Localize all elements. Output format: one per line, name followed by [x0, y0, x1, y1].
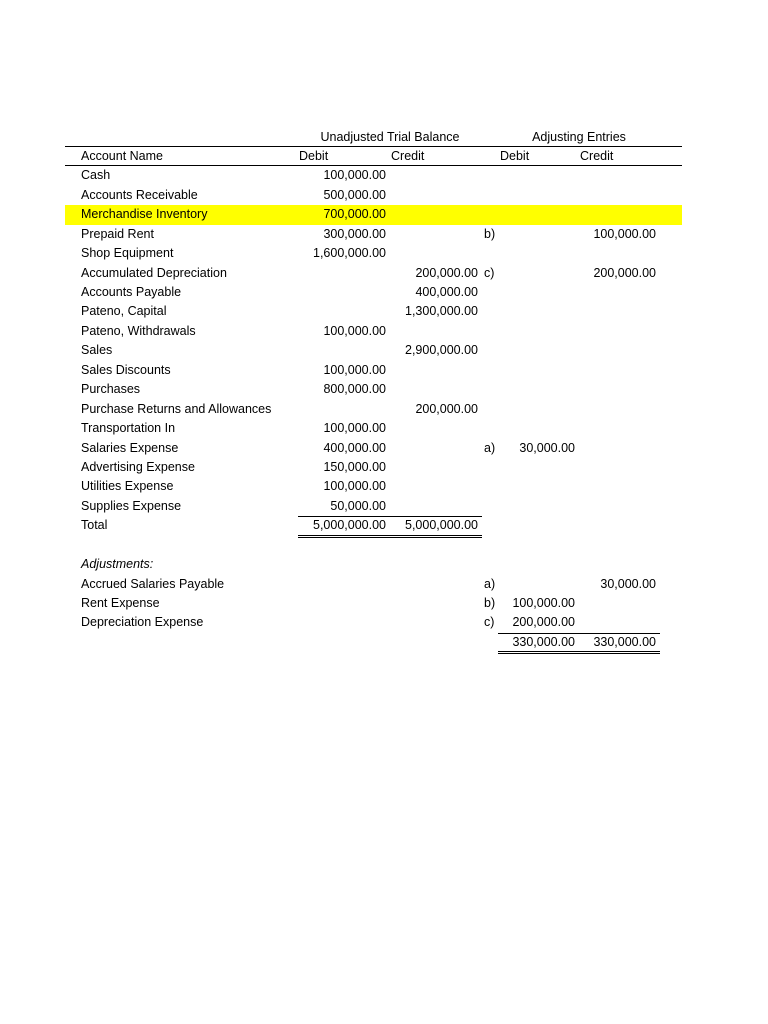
- account-name: Prepaid Rent: [81, 226, 154, 241]
- tb-debit-amount: [298, 283, 390, 302]
- adj-credit-amount: [578, 497, 660, 516]
- tb-credit-total: 5,000,000.00: [390, 516, 482, 535]
- tb-debit-amount: 100,000.00: [323, 168, 386, 183]
- account-name: Advertising Expense: [81, 459, 195, 474]
- tb-credit-amount: [390, 166, 482, 185]
- tb-credit-amount: [390, 244, 482, 263]
- account-name: Salaries Expense: [81, 440, 179, 455]
- account-name: Utilities Expense: [81, 479, 174, 494]
- adjustments-heading: Adjustments:: [81, 557, 154, 572]
- adjustments-heading-row: [65, 555, 682, 574]
- tb-credit-amount: 200,000.00: [415, 401, 478, 416]
- adj-credit-header: Credit: [580, 148, 614, 163]
- trial-balance-worksheet: [65, 128, 682, 653]
- adjustment-ref: [482, 244, 498, 263]
- adj-debit-amount: [498, 477, 578, 496]
- tb-credit-amount: [390, 361, 482, 380]
- adjustment-totals-row: [65, 633, 682, 652]
- adj-credit-amount: [578, 458, 660, 477]
- adj-debit-amount: [498, 361, 578, 380]
- account-row: [65, 244, 682, 263]
- adj-debit-amount: 200,000.00: [512, 615, 575, 630]
- column-header-row: [65, 147, 682, 166]
- account-name: Merchandise Inventory: [81, 207, 208, 222]
- account-name: Pateno, Capital: [81, 304, 167, 319]
- adjustment-ref: [482, 477, 498, 496]
- adj-credit-amount: [578, 380, 660, 399]
- account-row: [65, 439, 682, 458]
- tb-credit-amount: [390, 419, 482, 438]
- adj-debit-amount: [498, 283, 578, 302]
- tb-debit-amount: 500,000.00: [323, 187, 386, 202]
- adj-debit-amount: [498, 575, 578, 594]
- tb-credit-amount: [390, 497, 482, 516]
- adj-credit-amount: [578, 283, 660, 302]
- totals-label: Total: [81, 518, 108, 533]
- tb-debit-amount: 1,600,000.00: [313, 246, 386, 261]
- tb-debit-amount: [298, 302, 390, 321]
- tb-debit-amount: [298, 264, 390, 283]
- adjustment-ref: [482, 166, 498, 185]
- adjustment-ref: [482, 419, 498, 438]
- adjustment-ref: [482, 302, 498, 321]
- adj-debit-amount: [498, 419, 578, 438]
- tb-credit-amount: 200,000.00: [415, 265, 478, 280]
- tb-credit-amount: [390, 205, 482, 224]
- adj-debit-amount: [498, 166, 578, 185]
- adj-debit-amount: 100,000.00: [512, 596, 575, 610]
- adj-credit-amount: 100,000.00: [593, 226, 656, 241]
- tb-credit-amount: [390, 458, 482, 477]
- tb-credit-amount: [390, 186, 482, 205]
- adj-credit-amount: 30,000.00: [600, 576, 656, 591]
- adjustment-ref: c): [484, 265, 495, 280]
- tb-credit-amount: 1,300,000.00: [405, 304, 478, 319]
- adj-debit-amount: [498, 380, 578, 399]
- adj-credit-amount: [578, 341, 660, 360]
- adj-debit-amount: 30,000.00: [519, 440, 575, 455]
- account-name: Rent Expense: [81, 596, 160, 610]
- adj-credit-amount: [578, 302, 660, 321]
- account-name: Pateno, Withdrawals: [81, 323, 196, 338]
- adj-debit-amount: [498, 225, 578, 244]
- adjustment-ref: a): [484, 440, 496, 455]
- account-name: Purchases: [81, 382, 141, 397]
- adjustment-ref: a): [484, 576, 496, 591]
- account-name: Sales: [81, 343, 113, 358]
- adj-debit-amount: [498, 186, 578, 205]
- account-row: [65, 322, 682, 341]
- account-row: [65, 166, 682, 185]
- adj-debit-amount: [498, 205, 578, 224]
- account-name: Accumulated Depreciation: [81, 265, 227, 280]
- account-row: [65, 302, 682, 321]
- account-row: [65, 419, 682, 438]
- adj-credit-total: 330,000.00: [578, 633, 660, 652]
- tb-debit-amount: 400,000.00: [323, 440, 386, 455]
- column-group-header-row: [65, 128, 682, 147]
- account-name: Purchase Returns and Allowances: [81, 401, 272, 416]
- account-row: [65, 186, 682, 205]
- account-row: [65, 341, 682, 360]
- account-row: [65, 458, 682, 477]
- adj-credit-amount: [578, 419, 660, 438]
- adjustment-ref: [482, 341, 498, 360]
- adjustment-ref: b): [484, 226, 496, 241]
- adj-debit-amount: [498, 244, 578, 263]
- adjustment-ref: [482, 322, 498, 341]
- tb-debit-amount: [298, 341, 390, 360]
- account-row: [65, 380, 682, 399]
- adj-credit-amount: [578, 244, 660, 263]
- adjustment-ref: [482, 458, 498, 477]
- account-name: Depreciation Expense: [81, 615, 204, 630]
- adj-credit-amount: [578, 613, 660, 632]
- tb-credit-amount: 2,900,000.00: [405, 343, 478, 358]
- adjustment-ref: [482, 283, 498, 302]
- account-name: Cash: [81, 168, 111, 183]
- tb-debit-amount: 100,000.00: [323, 323, 386, 338]
- account-name: Accounts Payable: [81, 285, 182, 299]
- adj-debit-amount: [498, 302, 578, 321]
- account-name: Shop Equipment: [81, 246, 174, 261]
- tb-debit-amount: [298, 400, 390, 419]
- account-row: [65, 477, 682, 496]
- account-row: [65, 264, 682, 283]
- unadjusted-trial-balance-heading: Unadjusted Trial Balance: [320, 129, 460, 144]
- tb-credit-header: Credit: [391, 148, 425, 163]
- tb-debit-amount: 800,000.00: [323, 382, 386, 397]
- tb-debit-total: 5,000,000.00: [298, 516, 390, 535]
- tb-debit-amount: 100,000.00: [323, 479, 386, 494]
- adj-credit-amount: [578, 322, 660, 341]
- adj-credit-amount: [578, 205, 660, 224]
- adj-debit-amount: [498, 264, 578, 283]
- tb-credit-amount: [390, 380, 482, 399]
- tb-debit-amount: 700,000.00: [323, 207, 386, 222]
- adj-credit-amount: [578, 186, 660, 205]
- adjustment-row: [65, 613, 682, 632]
- tb-credit-amount: [390, 439, 482, 458]
- adj-credit-amount: [578, 594, 660, 613]
- adj-credit-amount: [578, 400, 660, 419]
- adj-debit-amount: [498, 497, 578, 516]
- adj-debit-amount: [498, 400, 578, 419]
- adjustment-ref: [482, 186, 498, 205]
- account-name: Accounts Receivable: [81, 187, 198, 202]
- account-row: [65, 361, 682, 380]
- adj-credit-amount: [578, 477, 660, 496]
- account-row: [65, 225, 682, 244]
- adjustment-ref: b): [484, 596, 496, 610]
- account-name-header: Account Name: [81, 148, 163, 163]
- adjustment-row: [65, 594, 682, 613]
- tb-debit-header: Debit: [299, 148, 329, 163]
- adj-credit-amount: [578, 361, 660, 380]
- account-name: Accrued Salaries Payable: [81, 576, 225, 591]
- adjustment-ref: [482, 400, 498, 419]
- adj-credit-amount: [578, 166, 660, 185]
- adj-debit-total: 330,000.00: [498, 633, 578, 652]
- adj-debit-amount: [498, 341, 578, 360]
- adjustment-ref: c): [484, 615, 495, 630]
- adjustment-ref: [482, 205, 498, 224]
- adjustment-ref: [482, 361, 498, 380]
- tb-credit-amount: [390, 477, 482, 496]
- adjustment-ref: [482, 497, 498, 516]
- tb-credit-amount: 400,000.00: [415, 285, 478, 299]
- adjustment-ref: [482, 380, 498, 399]
- adj-debit-amount: [498, 322, 578, 341]
- account-row: [65, 205, 682, 224]
- account-row: [65, 497, 682, 516]
- tb-debit-amount: 50,000.00: [330, 498, 386, 513]
- totals-row: [65, 516, 682, 535]
- account-row: [65, 400, 682, 419]
- adj-debit-header: Debit: [500, 148, 530, 163]
- adj-credit-amount: [578, 439, 660, 458]
- tb-debit-amount: 300,000.00: [323, 226, 386, 241]
- account-name: Transportation In: [81, 421, 176, 436]
- account-name: Sales Discounts: [81, 362, 171, 377]
- adj-debit-amount: [498, 458, 578, 477]
- adj-credit-amount: 200,000.00: [593, 265, 656, 280]
- tb-credit-amount: [390, 322, 482, 341]
- blank-row: [65, 536, 682, 555]
- account-name: Supplies Expense: [81, 498, 182, 513]
- tb-debit-amount: 100,000.00: [323, 362, 386, 377]
- tb-debit-amount: 150,000.00: [323, 459, 386, 474]
- adjusting-entries-heading: Adjusting Entries: [532, 129, 626, 144]
- adjustment-row: [65, 575, 682, 594]
- account-row: [65, 283, 682, 302]
- tb-debit-amount: 100,000.00: [323, 421, 386, 436]
- tb-credit-amount: [390, 225, 482, 244]
